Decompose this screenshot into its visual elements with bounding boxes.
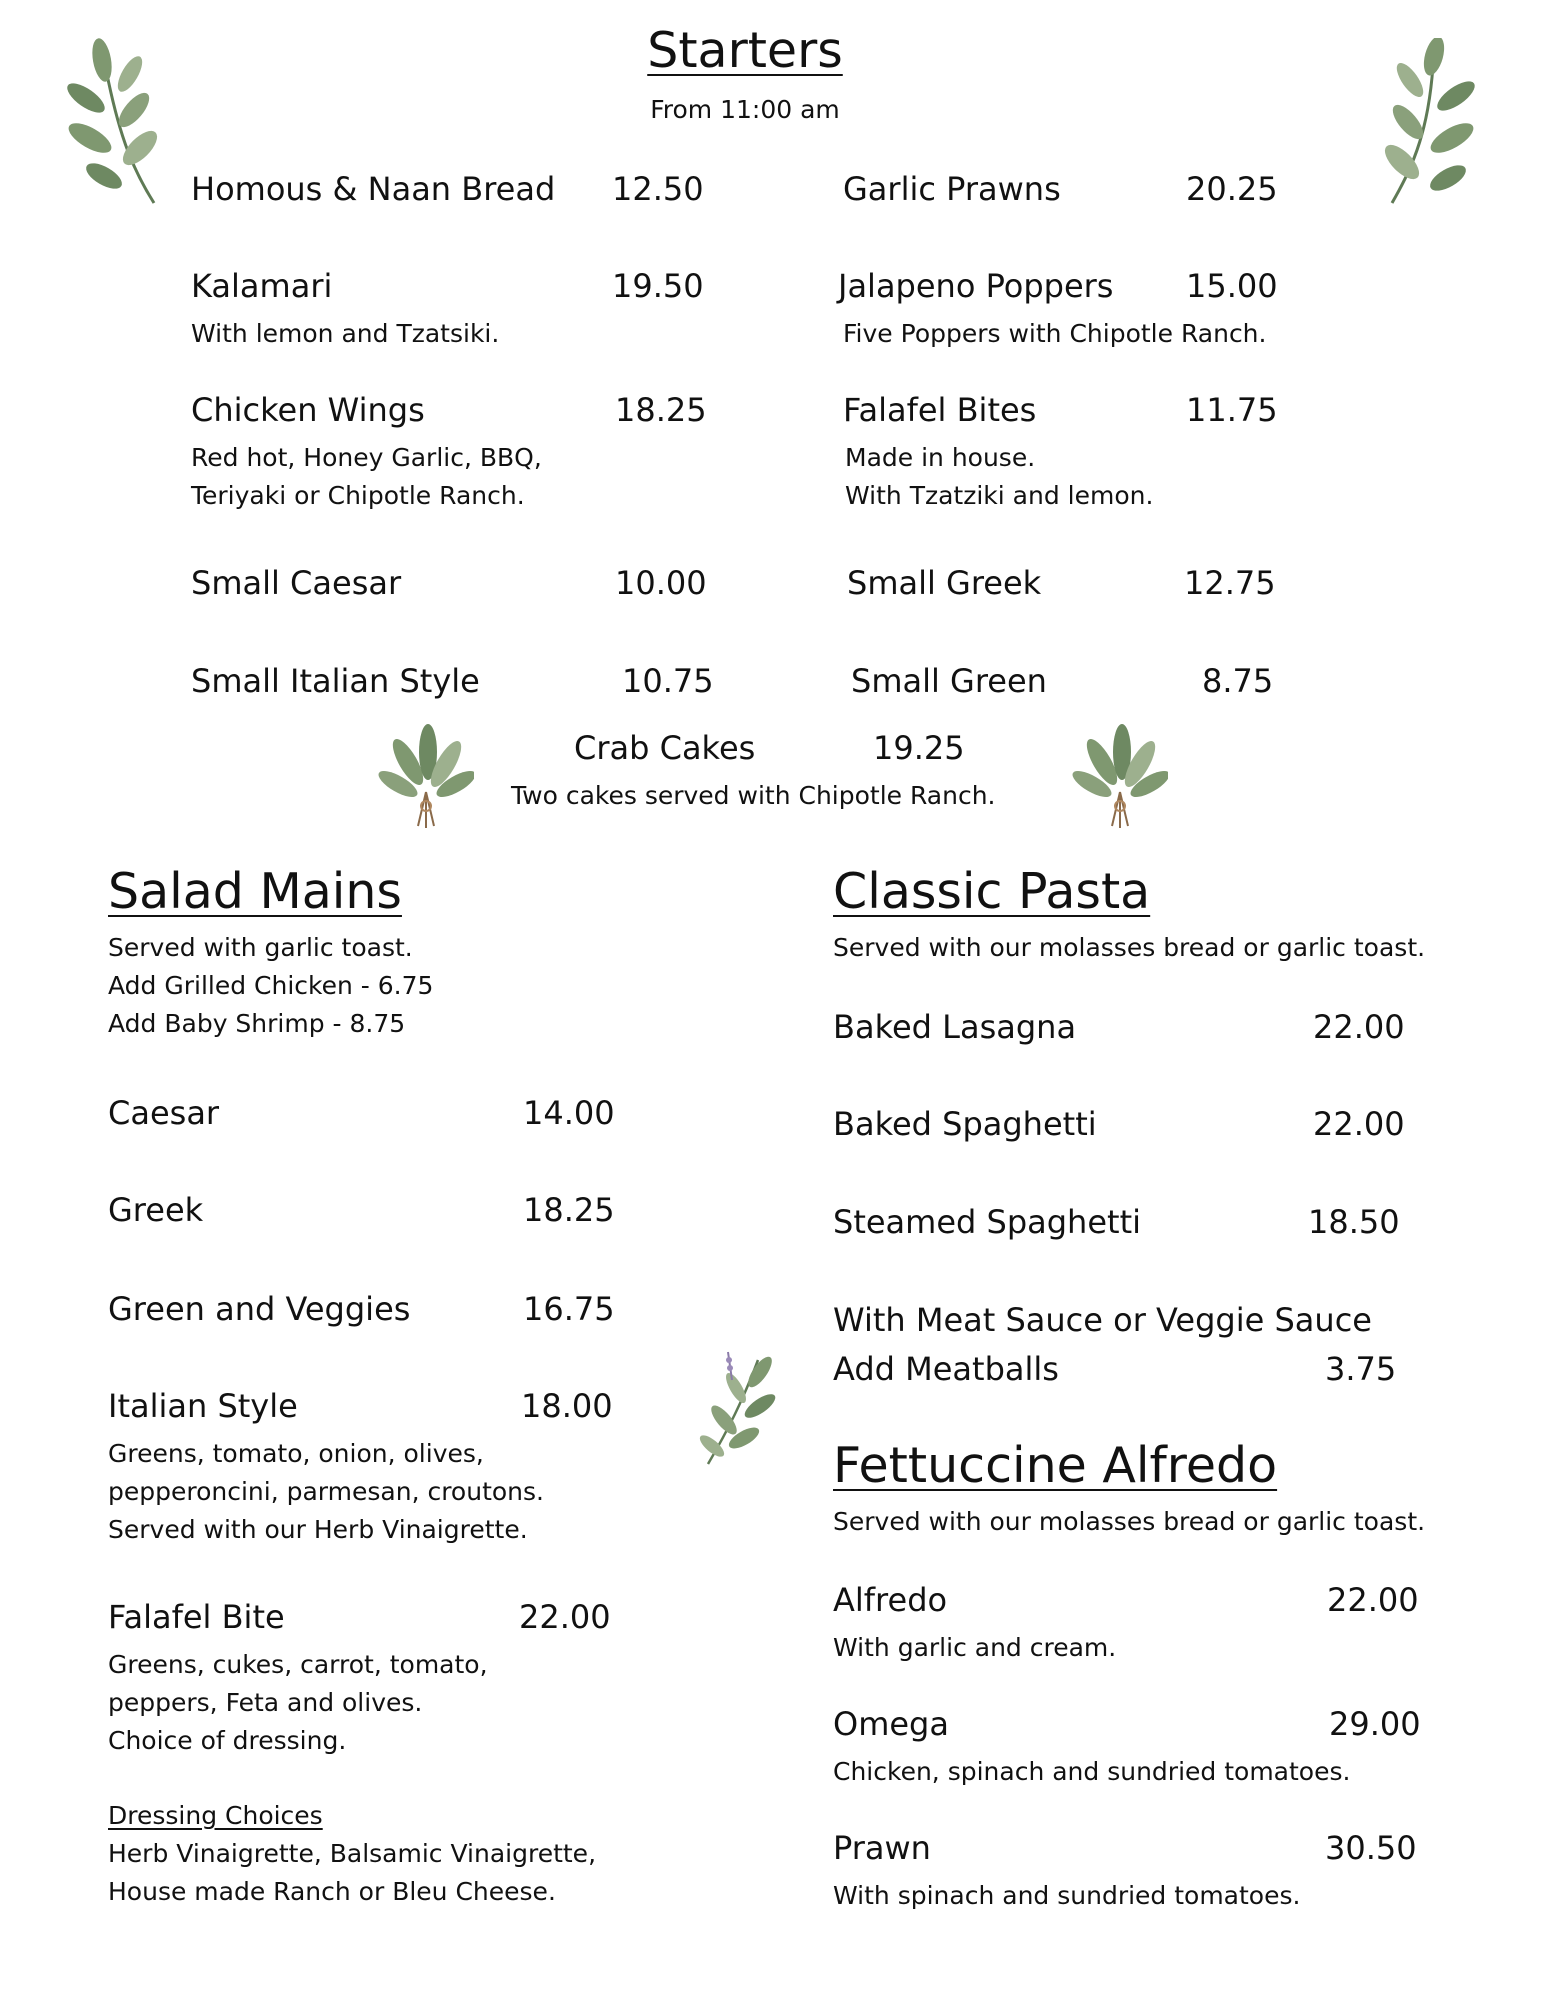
starter-name: Kalamari	[191, 267, 333, 305]
starter-name: Small Caesar	[191, 564, 402, 602]
salad-name: Green and Veggies	[108, 1290, 411, 1328]
fettuccine-price: 30.50	[1325, 1829, 1417, 1867]
salad-price: 18.00	[521, 1387, 613, 1425]
starter-name: Small Italian Style	[191, 662, 480, 700]
starter-name: Jalapeno Poppers	[838, 267, 1114, 305]
starter-name: Garlic Prawns	[843, 170, 1061, 208]
pasta-addon-name: Add Meatballs	[833, 1350, 1059, 1388]
fettuccine-desc: With garlic and cream.	[833, 1633, 1117, 1662]
starter-name: Homous & Naan Bread	[191, 170, 556, 208]
pasta-sauce-line: With Meat Sauce or Veggie Sauce	[833, 1301, 1372, 1339]
salad-note: Add Grilled Chicken - 6.75	[108, 971, 434, 1000]
fettuccine-price: 29.00	[1329, 1705, 1421, 1743]
starter-price: 8.75	[1202, 662, 1274, 700]
pasta-name: Baked Spaghetti	[833, 1105, 1097, 1143]
olive-sprig-icon	[698, 1350, 780, 1470]
starter-desc-line: Made in house.	[845, 443, 1036, 472]
fettuccine-desc: Chicken, spinach and sundried tomatoes.	[833, 1757, 1351, 1786]
salad-desc-line: Greens, tomato, onion, olives,	[108, 1439, 484, 1468]
herb-bundle-left-icon	[378, 722, 474, 832]
salad-desc-line: Served with our Herb Vinaigrette.	[108, 1515, 528, 1544]
starter-name: Falafel Bites	[843, 391, 1037, 429]
pasta-addon-price: 3.75	[1325, 1350, 1397, 1388]
fettuccine-title: Fettuccine Alfredo	[833, 1437, 1278, 1494]
fettuccine-name: Alfredo	[833, 1581, 948, 1619]
fettuccine-desc: With spinach and sundried tomatoes.	[833, 1881, 1301, 1910]
salad-desc-line: pepperoncini, parmesan, croutons.	[108, 1477, 544, 1506]
dressing-line: House made Ranch or Bleu Cheese.	[108, 1877, 556, 1906]
salad-desc-line: peppers, Feta and olives.	[108, 1688, 423, 1717]
starter-price: 11.75	[1186, 391, 1278, 429]
pasta-price: 18.50	[1308, 1203, 1400, 1241]
starter-price: 10.75	[622, 662, 714, 700]
pasta-note: Served with our molasses bread or garlic toast.	[833, 933, 1426, 962]
starter-desc: Five Poppers with Chipotle Ranch.	[843, 319, 1267, 348]
starter-price: 20.25	[1186, 170, 1278, 208]
fettuccine-name: Prawn	[833, 1829, 931, 1867]
pasta-name: Steamed Spaghetti	[833, 1203, 1141, 1241]
pasta-price: 22.00	[1313, 1008, 1405, 1046]
salad-note: Add Baby Shrimp - 8.75	[108, 1009, 406, 1038]
starter-price: 12.50	[612, 170, 704, 208]
starter-price: 19.50	[612, 267, 704, 305]
pasta-name: Baked Lasagna	[833, 1008, 1077, 1046]
starter-desc: Two cakes served with Chipotle Ranch.	[511, 781, 996, 810]
dressing-line: Herb Vinaigrette, Balsamic Vinaigrette,	[108, 1839, 597, 1868]
salad-price: 16.75	[523, 1290, 615, 1328]
dressing-choices-title: Dressing Choices	[108, 1801, 323, 1830]
starter-price: 18.25	[615, 391, 707, 429]
starter-name: Chicken Wings	[191, 391, 425, 429]
salad-name: Falafel Bite	[108, 1598, 285, 1636]
starter-desc: With lemon and Tzatsiki.	[191, 319, 500, 348]
salad-note: Served with garlic toast.	[108, 933, 413, 962]
fettuccine-name: Omega	[833, 1705, 949, 1743]
salad-price: 22.00	[519, 1598, 611, 1636]
fettuccine-price: 22.00	[1327, 1581, 1419, 1619]
salad-price: 18.25	[523, 1191, 615, 1229]
starters-subtitle: From 11:00 am	[650, 95, 840, 124]
starter-name: Small Green	[851, 662, 1047, 700]
salad-desc-line: Greens, cukes, carrot, tomato,	[108, 1650, 488, 1679]
starter-price: 15.00	[1186, 267, 1278, 305]
salad-price: 14.00	[523, 1094, 615, 1132]
starters-title: Starters	[647, 22, 843, 79]
starter-price: 12.75	[1184, 564, 1276, 602]
starter-name: Crab Cakes	[574, 729, 756, 767]
salad-name: Greek	[108, 1191, 204, 1229]
fettuccine-note: Served with our molasses bread or garlic toast.	[833, 1507, 1426, 1536]
herb-bundle-right-icon	[1072, 722, 1168, 832]
salad-name: Caesar	[108, 1094, 220, 1132]
starter-price: 10.00	[615, 564, 707, 602]
salad-name: Italian Style	[108, 1387, 298, 1425]
salad-desc-line: Choice of dressing.	[108, 1726, 347, 1755]
classic-pasta-title: Classic Pasta	[833, 863, 1151, 920]
salad-mains-title: Salad Mains	[108, 863, 402, 920]
starter-desc-line: Teriyaki or Chipotle Ranch.	[191, 481, 525, 510]
pasta-price: 22.00	[1313, 1105, 1405, 1143]
starter-desc-line: Red hot, Honey Garlic, BBQ,	[191, 443, 542, 472]
starter-name: Small Greek	[847, 564, 1042, 602]
starter-desc-line: With Tzatziki and lemon.	[845, 481, 1154, 510]
starter-price: 19.25	[873, 729, 965, 767]
